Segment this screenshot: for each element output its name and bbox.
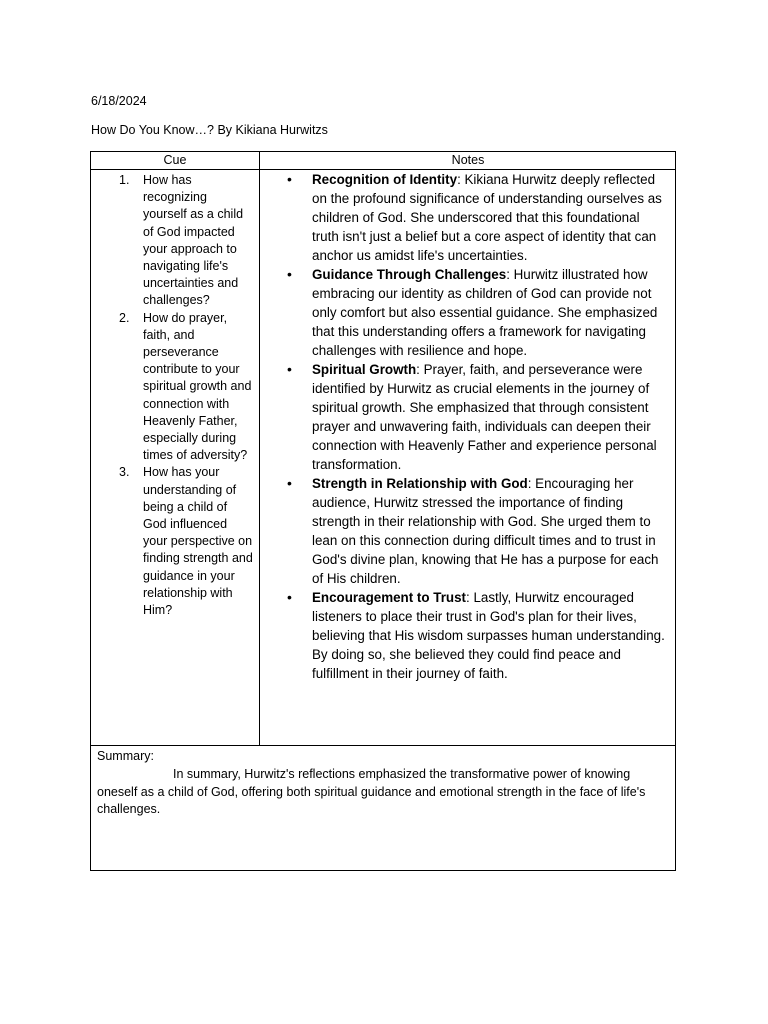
cue-question: How has recognizing yourself as a child of God impacted your approach to navigating life's uncertainties and challenges? [143, 173, 244, 308]
note-text: : Encouraging her audience, Hurwitz stressed the importance of finding strength in their relationship with God. She urged them to lean on this connection during difficult times and to trust in God's divine plan, knowing that He has a purpose for each of His children. [312, 476, 659, 586]
note-text: : Prayer, faith, and perseverance were identified by Hurwitz as crucial elements in the journey of spiritual growth. She emphasized that through consistent prayer and unwavering faith, individuals can deepen their connection with Heavenly Father and experience personal transformation. [312, 362, 657, 472]
note-item [260, 588, 676, 683]
cue-column-header: Cue [163, 153, 187, 167]
bullet-icon: • [287, 171, 292, 187]
note-heading: Guidance Through Challenges [312, 267, 507, 282]
cue-item [91, 464, 259, 619]
summary-label: Summary: [97, 749, 154, 763]
note-heading: Spiritual Growth [312, 362, 417, 377]
summary-text: In summary, Hurwitz's reflections emphasized the transformative power of knowing oneself as a child of God, offering both spiritual guidance and emotional strength in the face of life's challenges. [97, 767, 646, 816]
cue-question: How do prayer, faith, and perseverance contribute to your spiritual growth and connection with Heavenly Father, especially during times of adversity? [143, 310, 252, 463]
note-item [260, 170, 676, 265]
bullet-icon: • [287, 475, 292, 491]
notes-column-header: Notes [451, 153, 485, 167]
note-text: : Lastly, Hurwitz encouraged listeners to place their trust in God's plan for their lives, believing that His wisdom surpasses human understanding. By doing so, she believed they could find peace and fulfillment in their journey of faith. [312, 590, 665, 681]
note-heading: Encouragement to Trust [312, 590, 467, 605]
bullet-icon: • [287, 266, 292, 282]
notes-list [260, 170, 676, 683]
bullet-icon: • [287, 361, 292, 377]
cue-list [91, 172, 259, 619]
summary-divider [91, 745, 675, 746]
note-heading: Strength in Relationship with God [312, 476, 528, 491]
note-item [260, 474, 676, 588]
note-text: : Hurwitz illustrated how embracing our identity as children of God can provide not only comfort but also essential guidance. She emphasized that this understanding offers a framework for navigating challenges with resilience and hope. [312, 267, 658, 358]
cue-item [91, 310, 259, 465]
cue-number: 2. [119, 310, 130, 325]
cue-question: How has your understanding of being a child of God influenced your perspective on finding strength and guidance in your relationship with Him? [143, 465, 253, 618]
bullet-icon: • [287, 589, 292, 605]
cue-item [91, 172, 259, 310]
cue-number: 1. [119, 173, 130, 187]
document-title: How Do You Know…? By Kikiana Hurwitzs [91, 123, 328, 137]
note-text: : Kikiana Hurwitz deeply reflected on the profound significance of understanding ourselves as children of God. She underscored that this foundational truth isn't just a belief but a core aspect of identity that can anchor us amidst life's uncertainties. [312, 172, 662, 263]
document-date: 6/18/2024 [91, 94, 147, 108]
table-header-row [91, 152, 675, 170]
note-item [260, 265, 676, 360]
cornell-notes-table [90, 151, 676, 871]
note-item [260, 360, 676, 474]
cue-number: 3. [119, 465, 130, 480]
note-heading: Recognition of Identity [312, 172, 458, 187]
